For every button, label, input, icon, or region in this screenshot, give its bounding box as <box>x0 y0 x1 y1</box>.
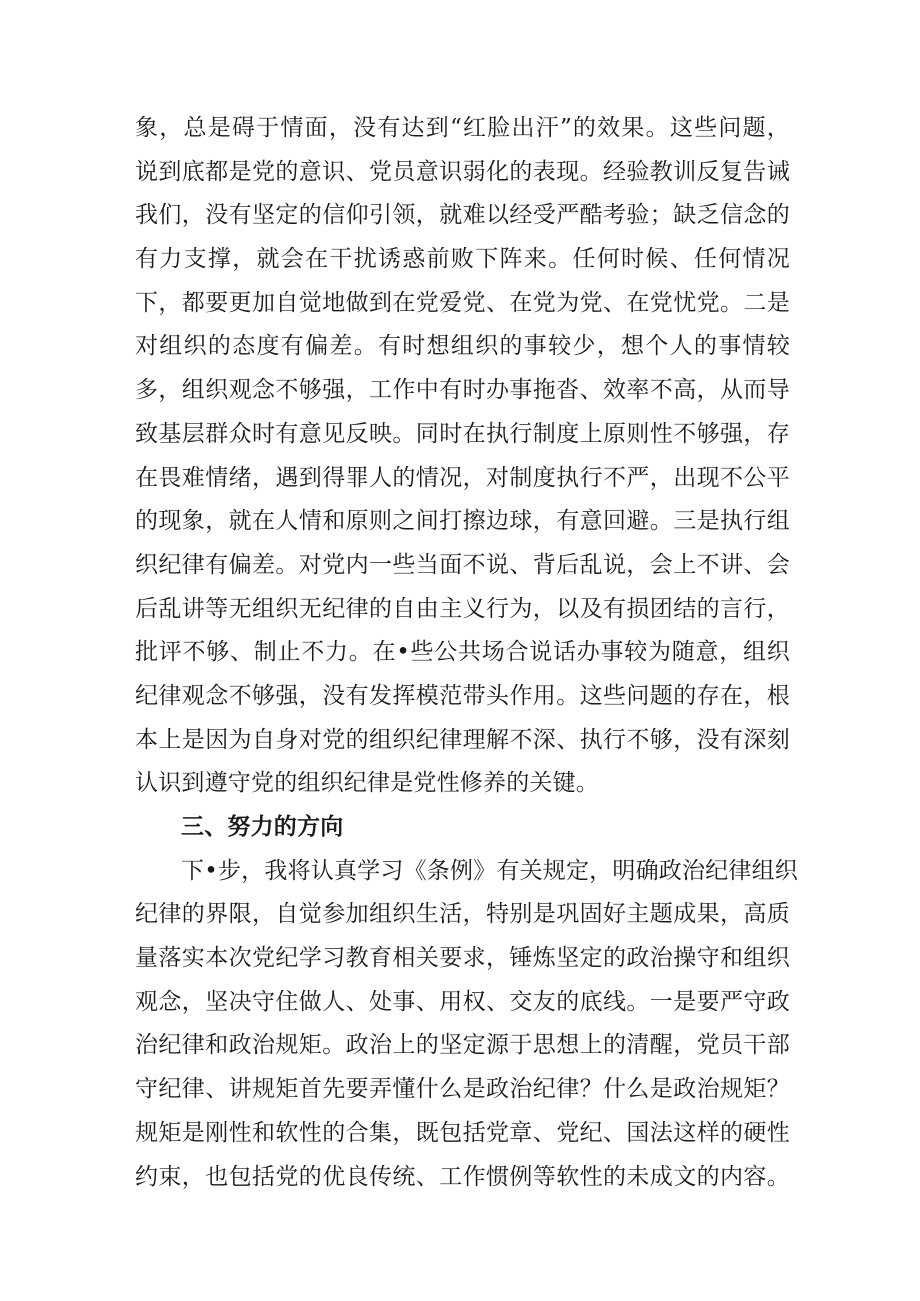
paragraph-line: 有力支撑，就会在干扰诱惑前败下阵来。任何时候、任何情况 <box>135 246 790 273</box>
section-heading: 三、努力的方向 <box>181 814 344 840</box>
paragraph-line: 对组织的态度有偏差。有时想组织的事较少，想个人的事情较 <box>135 333 790 360</box>
paragraph-line: 的现象，就在人情和原则之间打擦边球，有意回避。三是执行组 <box>135 508 790 535</box>
paragraph-line: 约束，也包括党的优良传统、工作惯例等软性的未成文的内容。 <box>135 1163 790 1190</box>
paragraph-line: 下，都要更加自觉地做到在党爱党、在党为党、在党忧党。二是 <box>135 289 790 316</box>
paragraph-line: 规矩是刚性和软性的合集，既包括党章、党纪、国法这样的硬性 <box>135 1119 790 1146</box>
paragraph-line: 守纪律、讲规矩首先要弄懂什么是政治纪律？什么是政治规矩？ <box>135 1076 790 1103</box>
paragraph-line: 纪律的界限，自觉参加组织生活，特别是巩固好主题成果，高质 <box>135 901 790 928</box>
paragraph-line: 批评不够、制止不力。在•些公共场合说话办事较为随意，组织 <box>135 639 790 666</box>
paragraph-line: 下•步，我将认真学习《条例》有关规定，明确政治纪律组织 <box>181 857 798 884</box>
paragraph-line: 多，组织观念不够强，工作中有时办事拖沓、效率不高，从而导 <box>135 377 790 404</box>
paragraph-line: 观念，坚决守住做人、处事、用权、交友的底线。一是要严守政 <box>135 988 790 1015</box>
paragraph-line: 织纪律有偏差。对党内一些当面不说、背后乱说，会上不讲、会 <box>135 551 790 578</box>
paragraph-line: 说到底都是党的意识、党员意识弱化的表现。经验教训反复告诫 <box>135 158 790 185</box>
paragraph-line: 本上是因为自身对党的组织纪律理解不深、执行不够，没有深刻 <box>135 726 790 753</box>
paragraph-line: 认识到遵守党的组织纪律是党性修养的关键。 <box>135 770 599 797</box>
paragraph-line: 治纪律和政治规矩。政治上的坚定源于思想上的清醒，党员干部 <box>135 1032 790 1059</box>
paragraph-line: 我们，没有坚定的信仰引领，就难以经受严酷考验；缺乏信念的 <box>135 202 790 229</box>
paragraph-line: 致基层群众时有意见反映。同时在执行制度上原则性不够强，存 <box>135 420 790 447</box>
document-body <box>135 107 798 1199</box>
paragraph-line: 象，总是碍于情面，没有达到“红脸出汗”的效果。这些问题， <box>135 115 790 141</box>
paragraph-line: 纪律观念不够强，没有发挥模范带头作用。这些问题的存在，根 <box>135 682 790 709</box>
paragraph-line: 在畏难情绪，遇到得罪人的情况，对制度执行不严，出现不公平 <box>135 464 790 491</box>
paragraph-line: 量落实本次党纪学习教育相关要求，锤炼坚定的政治操守和组织 <box>135 945 790 972</box>
paragraph-line: 后乱讲等无组织无纪律的自由主义行为，以及有损团结的言行， <box>135 595 790 622</box>
